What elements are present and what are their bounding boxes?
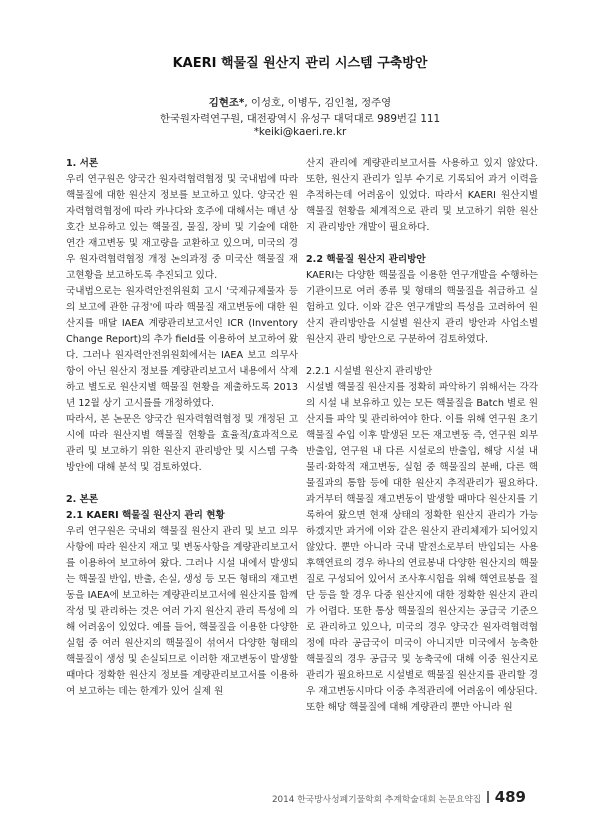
left-column xyxy=(66,156,298,700)
footer-divider xyxy=(487,791,489,803)
author-email: *keiki@kaeri.re.kr xyxy=(253,126,347,138)
subsection-title: 2.1 KAERI 핵물질 원산지 관리 현황 xyxy=(66,510,225,521)
paragraph: 따라서, 본 논문은 양국간 원자력협력협정 및 개정된 고시에 따라 원산지별 핵물질 현황을 효율적/효과적으로 관리 및 보고하기 위한 원산지 관리방안 및 시스템 구축방안에 대해 분석 및 검토하였다. xyxy=(66,414,298,473)
spacer xyxy=(66,476,298,492)
conference-name: 2014 한국방사성폐기물학회 추계학술대회 논문요약집 xyxy=(271,795,482,805)
author-list xyxy=(0,94,600,109)
spacer xyxy=(306,348,538,364)
subsection-title: 2.2 핵물질 원산지 관리방안 xyxy=(306,254,426,265)
paragraph: 우리 연구원은 양국간 원자력협력협정 및 국내법에 따라 핵물질에 대한 원산지 정보를 보고하고 있다. 양국간 원자력협력협정에 따라 카나다와 호주에 대해서는 매년 상호간 보유하고 있는 핵물질, 물질, 장비 및 기술에 대한 연간 재고변동 및 재고량을 교환하고 있으며, 미국의 경우 원자력협력협정 개정 논의과정 중 미국산 핵물질 재고현황을 보고하도록 추진되고 있다. xyxy=(66,174,298,281)
page-footer xyxy=(272,788,526,806)
paragraph: 시설별 핵물질 원산지를 정확히 파악하기 위해서는 각각의 시설 내 보유하고 있는 모든 핵물질을 Batch 별로 원산지를 파악 및 관리하여야 한다. 이를 위해 연구원 초기 핵물질 수입 이후 발생된 모든 재고변동 즉, 연구원 외부 반출입, 연구원 내 다른 시설로의 반출입, 해당 시설 내 물리·화학적 재고변동, 실험 중 핵물질의 분배, 다른 핵물질과의 통합 등에 대한 원산지 추적관리가 필요하다. 과거부터 핵물질 재고변동이 발생할 때마다 원산지를 기록하여 왔으면 현재 상태의 정확한 원산지 관리가 가능하겠지만 과거에 이와 같은 원산지 관리체제가 되어있지 않았다. 뿐만 아니라 국내 발전소로부터 반입되는 사용후핵연료의 경우 하나의 연료봉내 다양한 원산지의 핵물질로 구성되어 있어서 조사후시험을 위해 핵연료봉을 절단 등을 할 경우 다중 원산지에 대한 정확한 원산지 관리가 어렵다. 또한 통상 핵물질의 원산지는 공급국 기준으로 관리하고 있으나, 미국의 경우 양국간 원자력협력협정에 따라 공급국이 미국이 아니지만 미국에서 농축한 핵물질의 경우 공급국 및 농축국에 대해 이중 원산지로 관리가 필요하므로 시설별로 핵물질 원산지를 관리할 경우 재고변동시마다 이중 추적관리에 어려움이 예상된다. xyxy=(306,382,538,697)
section-title-body: 2. 본론 xyxy=(66,494,99,505)
paragraph: 산지 관리에 계량관리보고서를 사용하고 있지 않았다. 또한, 원산지 관리가 일부 수기로 기록되어 과거 이력을 추적하는데 어려움이 있었다. 따라서 KAERI 원산지별 핵물질 현황을 체계적으로 관리 및 보고하기 위한 원산지 관리방안 개발이 필요하다. xyxy=(306,158,538,233)
page-number: 489 xyxy=(494,788,526,806)
spacer xyxy=(306,236,538,252)
section-title-introduction: 1. 서론 xyxy=(66,158,99,169)
affiliation: 한국원자력연구원, 대전광역시 유성구 대덕대로 989번길 111 xyxy=(159,113,441,125)
paragraph: 우리 연구원은 국내외 핵물질 원산지 관리 및 보고 의무사항에 따라 원산지 재고 및 변동사항을 계량관리보고서를 이용하여 보고하여 왔다. 그러나 시설 내에서 발생되는 핵물질 반입, 반출, 손실, 생성 등 모든 형태의 재고변동을 IAEA에 보고하는 계량관리보고서에 원산지를 함께 작성 및 관리하는 것은 여러 가지 원산지 관리 특성에 의해 어려움이 있었다. 예를 들어, 핵물질을 이용한 다양한 실험 중 여러 원산지의 핵물질이 섞여서 다양한 형태의 핵물질이 생성 및 손실되므로 이러한 재고변동이 발생할 때마다 정확한 원산지 정보를 계량관리보고서를 이용하여 보고하는 데는 한계가 있어 실제 원 xyxy=(66,526,298,697)
paragraph: 국내법으로는 원자력안전위원회 고시 '국제규제물자 등의 보고에 관한 규정'에 따라 핵물질 재고변동에 대한 원산지를 매달 IAEA 계량관리보고서인 ICR (Inventory Change Report)의 추가 field를 이용하여 보고하여 왔다. 그러나 원자력안전위원회에서는 IAEA 보고 의무사항이 아닌 원산지 정보를 계량관리보고서 내용에서 삭제하고 별도로 원산지별 핵물질 현황을 제출하도록 2013년 12월 상기 고시를를 개정하였다. xyxy=(66,286,298,409)
co-authors: , 이성호, 이병두, 김인철, 정주영 xyxy=(244,97,392,109)
paragraph: KAERI는 다양한 핵물질을 이용한 연구개발을 수행하는 기관이므로 여러 종류 및 형태의 핵물질을 취급하고 실험하고 있다. 이와 같은 연구개발의 특성을 고려하여 원산지 관리방안을 시설별 원산지 관리 방안과 사업소별 원산지 관리 방안으로 구분하여 검토하였다. xyxy=(306,270,538,345)
corresponding-author: 김현조* xyxy=(208,97,245,109)
subsubsection-title: 2.2.1 시설별 원산지 관리방안 xyxy=(306,366,433,377)
right-column xyxy=(306,156,538,716)
paper-title: KAERI 핵물질 원산지 관리 시스템 구축방안 xyxy=(172,56,428,71)
paragraph: 또한 해당 핵물질에 대해 계량관리 뿐만 아니라 원 xyxy=(306,702,513,713)
